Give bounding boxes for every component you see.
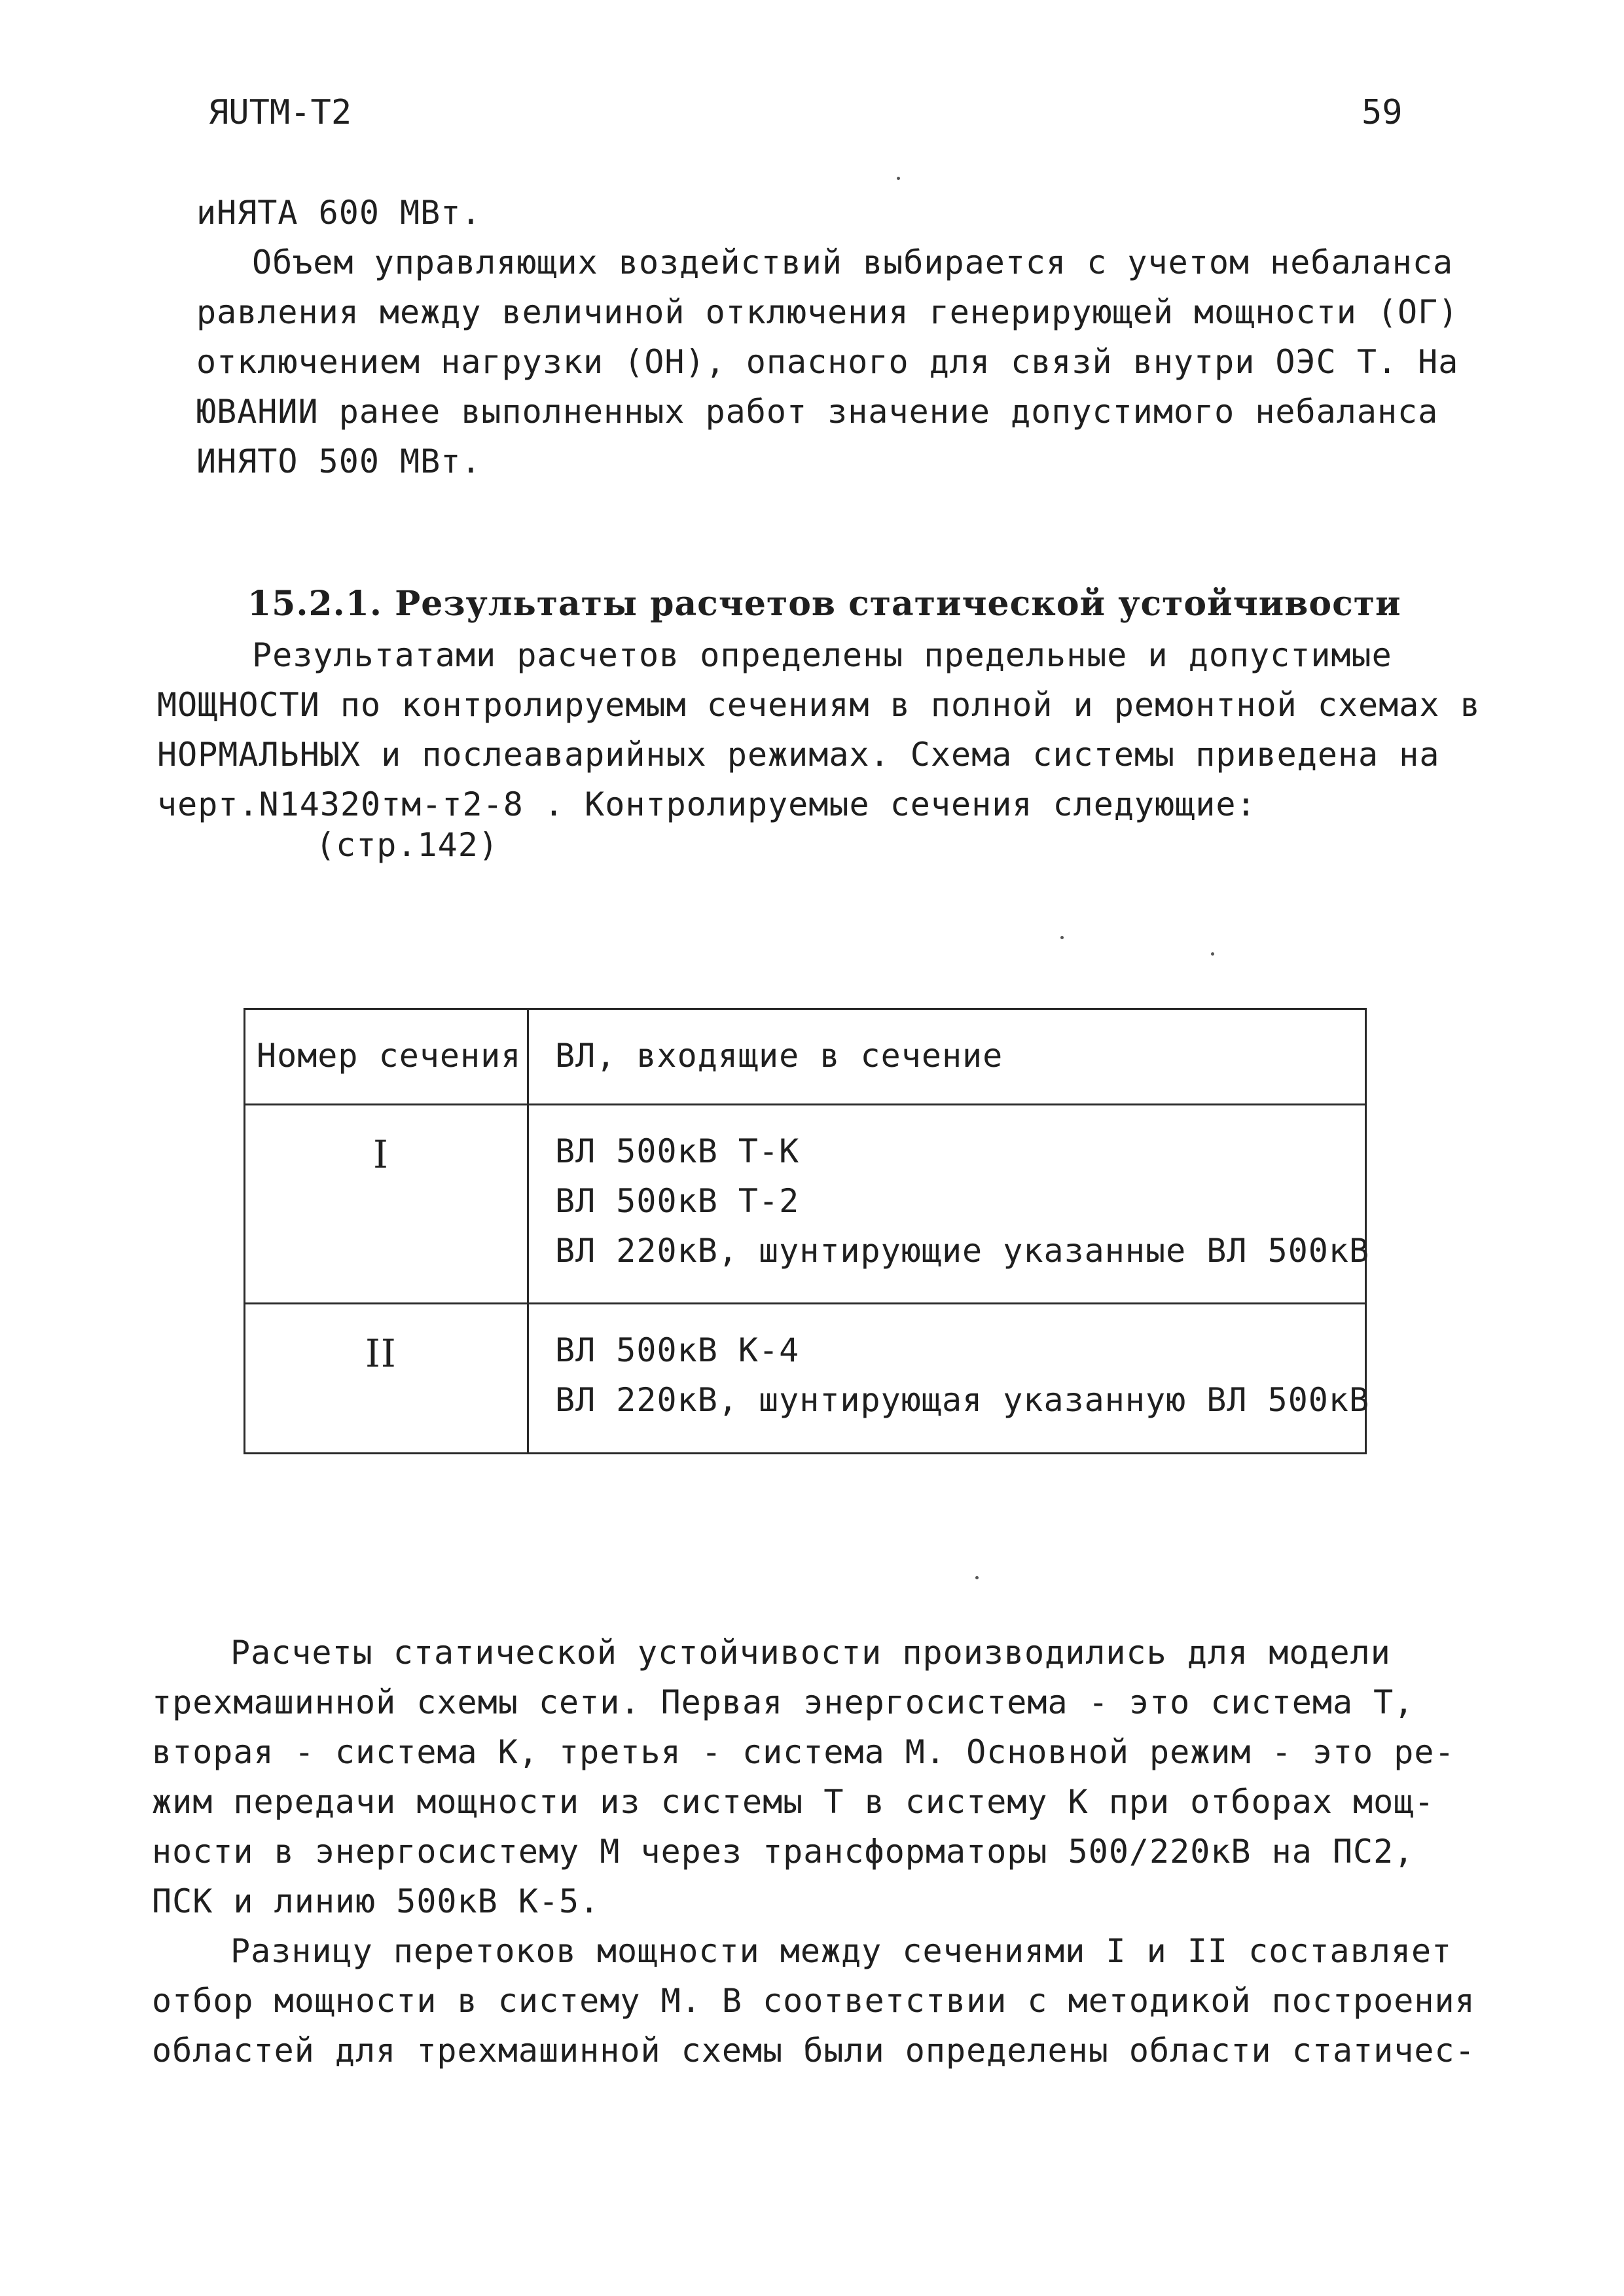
table-cell: ВЛ 500кВ Т-2 [555,1182,800,1220]
document-code: ЯUTM-T2 [208,93,352,132]
paragraph-line: трехмашинной схемы сети. Первая энергосистема - это система Т, [152,1683,1415,1721]
paragraph-line: ПСК и линию 500кВ К-5. [152,1882,600,1920]
scan-speck [897,177,900,180]
page-reference: (стр.142) [316,826,499,864]
table-cell: ВЛ 220кВ, шунтирующая указанную ВЛ 500кВ [555,1381,1370,1419]
row-divider [244,1302,1365,1304]
paragraph-line: ЮВАНИИ ранее выполненных работ значение допустимого небаланса [196,393,1439,431]
header-divider [244,1103,1365,1105]
page-number: 59 [1362,93,1403,132]
scan-speck [975,1576,979,1579]
paragraph-line: ности в энергосистему М через трансформаторы 500/220кВ на ПС2, [152,1833,1415,1871]
paragraph-line: вторая - система К, третья - система М. Основной режим - это ре- [152,1733,1455,1771]
paragraph-line: МОЩНОСТИ по контролируемым сечениям в полной и ремонтной схемах в [157,686,1481,724]
table-cell: ВЛ 220кВ, шунтирующие указанные ВЛ 500кВ [555,1232,1370,1270]
column-divider [527,1008,529,1452]
paragraph-line: отключением нагрузки (ОН), опасного для связй внутри ОЭС Т. На [196,343,1459,381]
paragraph-line: Разницу перетоков мощности между сечениями I и II составляет [230,1932,1453,1970]
paragraph-line: иНЯТА 600 МВт. [196,194,482,232]
section-number: I [373,1132,389,1177]
paragraph-line: ИНЯТО 500 МВт. [196,442,482,480]
paragraph-line: жим передачи мощности из системы Т в систему К при отборах мощ- [152,1783,1435,1821]
table-cell: ВЛ 500кВ К-4 [555,1331,800,1369]
scan-speck [1060,936,1064,939]
table-cell: ВЛ 500кВ Т-К [555,1132,800,1170]
paragraph-line: равления между величиной отключения генерирующей мощности (ОГ) [196,293,1459,331]
paragraph-line: черт.N14320тм-т2-8 . Контролируемые сечения следующие: [157,785,1257,823]
paragraph-line: Результатами расчетов определены предельные и допустимые [252,636,1392,674]
paragraph-line: Объем управляющих воздействий выбирается с учетом небаланса [252,243,1454,281]
paragraph-line: Расчеты статической устойчивости производились для модели [230,1634,1391,1672]
scan-speck [1211,952,1214,956]
paragraph-line: НОРМАЛЬНЫХ и послеаварийных режимах. Схема системы приведена на [157,736,1440,774]
table-header-number: Номер сечения [257,1037,522,1075]
section-heading: 15.2.1. Результаты расчетов статической устойчивости [247,584,1401,624]
paragraph-line: отбор мощности в систему М. В соответствии с методикой построения [152,1982,1475,2020]
section-number: II [365,1331,397,1376]
table-header-lines: ВЛ, входящие в сечение [555,1037,1003,1075]
paragraph-line: областей для трехмашинной схемы были определены области статичес- [152,2032,1475,2070]
